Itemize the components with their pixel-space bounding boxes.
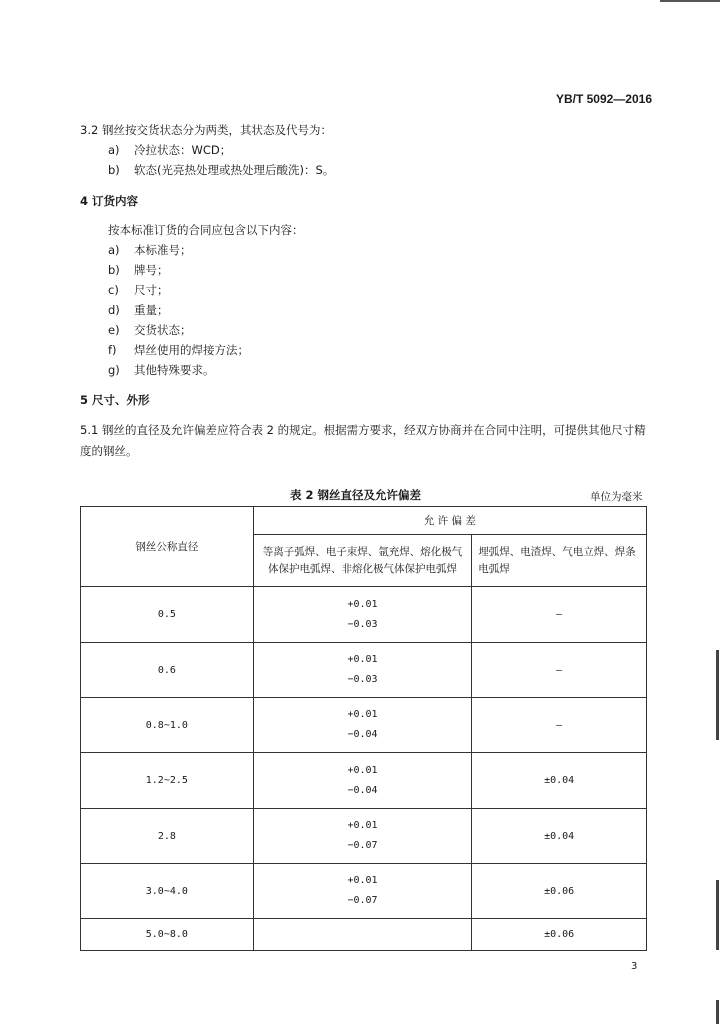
table-row <box>81 643 647 698</box>
tolerance-plus: +0.01 <box>347 598 378 610</box>
clause-5-1-paragraph: 5.1 钢丝的直径及允许偏差应符合表 2 的规定。根据需方要求，经双方协商并在合同中注明，可提供其他尺寸精度的钢丝。 <box>80 423 646 458</box>
diameter-cell: 2.8 <box>81 809 254 864</box>
tolerance-minus: −0.07 <box>347 895 378 906</box>
table-row <box>81 753 647 809</box>
tolerance-minus: −0.03 <box>347 618 378 630</box>
other-tolerance-cell: ±0.06 <box>472 919 647 951</box>
tolerance-cell <box>253 587 472 643</box>
top-edge-rule <box>660 0 720 2</box>
tolerance-minus: −0.04 <box>347 729 378 740</box>
diameter-cell: 0.8~1.0 <box>81 698 254 753</box>
list-item-label: b) <box>108 263 120 277</box>
scan-edge-mark <box>716 650 719 740</box>
table-unit-note: 单位为毫米 <box>590 491 643 503</box>
header-welding-group-2: 埋弧焊、电渣焊、气电立焊、焊条电弧焊 <box>472 535 647 587</box>
tolerance-plus: +0.01 <box>347 764 378 776</box>
tolerance-minus: −0.03 <box>347 674 378 685</box>
table-row <box>81 864 647 919</box>
list-item-label: a) <box>108 143 120 157</box>
section-3-2-title: 3.2 钢丝按交货状态分为两类，其状态及代号为： <box>80 123 332 137</box>
list-item-text: 焊丝使用的焊接方法； <box>134 343 249 357</box>
table-row <box>81 809 647 864</box>
other-tolerance-cell: — <box>472 643 647 698</box>
table-caption: 表 2 钢丝直径及允许偏差 <box>290 488 422 502</box>
header-tolerance: 允 许 偏 差 <box>253 507 646 535</box>
diameter-cell: 0.6 <box>81 643 254 698</box>
page-number: 3 <box>631 961 638 972</box>
diameter-tolerance-table <box>80 506 647 951</box>
list-item-label: a) <box>108 243 120 257</box>
tolerance-cell <box>253 753 472 809</box>
diameter-cell: 5.0~8.0 <box>81 919 254 951</box>
tolerance-minus: −0.04 <box>347 784 378 796</box>
list-item-text: 尺寸； <box>134 283 169 297</box>
list-item-label: g) <box>108 363 120 377</box>
list-item-text: 其他特殊要求。 <box>134 363 215 377</box>
section-4-heading: 4 订货内容 <box>80 194 139 208</box>
standard-number: YB/T 5092—2016 <box>555 92 652 106</box>
tolerance-cell <box>253 809 472 864</box>
diameter-cell: 0.5 <box>81 587 254 643</box>
list-item-label: e) <box>108 323 120 337</box>
other-tolerance-cell: — <box>472 698 647 753</box>
list-item-label: d) <box>108 303 120 317</box>
header-welding-group-1: 等离子弧焊、电子束焊、氩充焊、熔化极气体保护电弧焊、非熔化极气体保护电弧焊 <box>253 535 472 587</box>
tolerance-cell <box>253 864 472 919</box>
tolerance-cell <box>253 919 472 951</box>
table-row <box>81 587 647 643</box>
list-item-text: 软态(光亮热处理或热处理后酸洗)：S。 <box>134 163 335 177</box>
diameter-cell: 3.0~4.0 <box>81 864 254 919</box>
list-item-text: 冷拉状态：WCD； <box>134 143 232 157</box>
table-row <box>81 698 647 753</box>
other-tolerance-cell: ±0.04 <box>472 753 647 809</box>
tolerance-cell <box>253 698 472 753</box>
list-item-label: c) <box>108 283 119 297</box>
list-item-label: b) <box>108 163 120 177</box>
list-item-text: 交货状态； <box>134 323 192 337</box>
list-item-text: 本标准号； <box>134 243 192 257</box>
tolerance-plus: +0.01 <box>347 709 378 720</box>
list-item-text: 重量； <box>134 303 169 317</box>
header-diameter: 钢丝公称直径 <box>81 507 254 587</box>
scan-edge-mark <box>716 880 719 950</box>
other-tolerance-cell: ±0.04 <box>472 809 647 864</box>
other-tolerance-cell: — <box>472 587 647 643</box>
section-4-intro: 按本标准订货的合同应包含以下内容： <box>108 223 304 237</box>
tolerance-plus: +0.01 <box>347 820 378 831</box>
table-row <box>81 919 647 951</box>
section-5-heading: 5 尺寸、外形 <box>80 393 150 407</box>
scan-edge-mark <box>716 1000 719 1024</box>
tolerance-plus: +0.01 <box>347 875 378 886</box>
tolerance-plus: +0.01 <box>347 654 378 665</box>
tolerance-cell <box>253 643 472 698</box>
diameter-cell: 1.2~2.5 <box>81 753 254 809</box>
other-tolerance-cell: ±0.06 <box>472 864 647 919</box>
list-item-text: 牌号； <box>134 263 169 277</box>
list-item-label: f) <box>108 343 117 357</box>
tolerance-minus: −0.07 <box>347 840 378 851</box>
